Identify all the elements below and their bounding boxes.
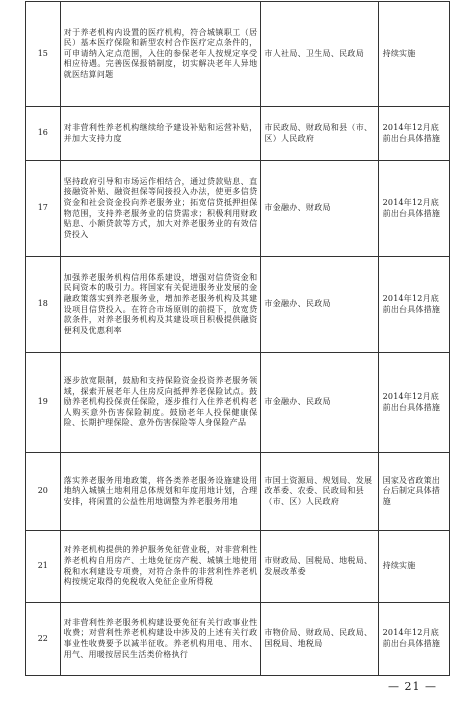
responsible-departments: 市物价局、财政局、民政局、国税局、地税局: [261, 603, 378, 676]
table-row: [26, 161, 450, 257]
row-number: 18: [26, 257, 61, 353]
row-number: 20: [26, 453, 61, 531]
row-number: 16: [26, 107, 61, 161]
implementation-timeline: 2014年12月底前出台具体措施: [378, 257, 449, 353]
row-number: 21: [26, 531, 61, 603]
implementation-timeline: 2014年12月底前出台具体措施: [378, 603, 449, 676]
policy-measure: 对非营利性养老服务机构建设要免征有关行政事业性收费；对营利性养老机构建设中涉及的上述有关行政事业性收费要予以减半征收。养老机构用电、用水、用气、用暖按居民生活类价格执行: [60, 603, 261, 676]
policy-measure: 坚持政府引导和市场运作相结合，通过贷款贴息、直接融资补贴、融资担保等间接投入办法，使更多信贷资金和社会资金投向养老服务业；拓宽信贷抵押担保物范围，支持养老服务业的信贷需求；积极利用财政贴息、小额贷款等方式，加大对养老服务业的有效信贷投入: [60, 161, 261, 257]
row-number: 19: [26, 353, 61, 453]
row-number: 22: [26, 603, 61, 676]
implementation-timeline: 2014年12月底前出台具体措施: [378, 353, 449, 453]
policy-measure: 加强养老服务机构信用体系建设，增强对信贷资金和民间资本的吸引力。将国家有关促进服务业发展的金融政策落实到养老服务业，增加养老服务机构及其建设项目信贷投入。在符合市场原则的前提下，放宽贷款条件，对养老服务机构及其建设项目积极提供融资便利及优惠利率: [60, 257, 261, 353]
table-row: [26, 2, 450, 107]
responsible-departments: 市金融办、财政局: [261, 161, 378, 257]
policy-measure: 逐步放宽限制，鼓励和支持保险资金投资养老服务领域，探索开展老年人住房反向抵押养老保险试点。鼓励养老机构投保责任保险，逐步推行入住养老机构老人购买意外伤害保险制度。鼓励老年人投保健康保险、长期护理保险、意外伤害保险等人身保险产品: [60, 353, 261, 453]
row-number: 17: [26, 161, 61, 257]
implementation-timeline: 持续实施: [378, 531, 449, 603]
table-row: [26, 603, 450, 676]
responsible-departments: 市国土资源局、规划局、发展改革委、农委、民政局和县（市、区）人民政府: [261, 453, 378, 531]
policy-measure: 落实养老服务用地政策，将各类养老服务设施建设用地纳入城镇土地利用总体规划和年度用地计划，合理安排，将闲置的公益性用地调整为养老服务用地: [60, 453, 261, 531]
responsible-departments: 市民政局、财政局和县（市、区）人民政府: [261, 107, 378, 161]
table-row: [26, 107, 450, 161]
responsible-departments: 市金融办、民政局: [261, 353, 378, 453]
implementation-timeline: 2014年12月底前出台具体措施: [378, 107, 449, 161]
table-row: [26, 353, 450, 453]
row-number: 15: [26, 2, 61, 107]
table-row: [26, 453, 450, 531]
implementation-timeline: 国家及省政策出台后制定具体措施: [378, 453, 449, 531]
policy-table: [25, 1, 450, 676]
table-row: [26, 531, 450, 603]
table-row: [26, 257, 450, 353]
implementation-timeline: 2014年12月底前出台具体措施: [378, 161, 449, 257]
policy-measure: 对于养老机构内设置的医疗机构，符合城镇职工（居民）基本医疗保险和新型农村合作医疗定点条件的，可申请纳入定点范围，入住的参保老年人按规定享受相应待遇。完善医保报销制度，切实解决老年人异地就医结算问题: [60, 2, 261, 107]
page-number: — 21 —: [388, 680, 437, 693]
implementation-timeline: 持续实施: [378, 2, 449, 107]
responsible-departments: 市金融办、民政局: [261, 257, 378, 353]
policy-measure: 对非营利性养老机构继续给予建设补贴和运营补贴，并加大支持力度: [60, 107, 261, 161]
policy-measure: 对养老机构提供的养护服务免征营业税，对非营利性养老机构自用房产、土地免征房产税、城镇土地使用税和水利建设专项费，对符合条件的非营利性养老机构按规定取得的免税收入免征企业所得税: [60, 531, 261, 603]
responsible-departments: 市财政局、国税局、地税局、发展改革委: [261, 531, 378, 603]
responsible-departments: 市人社局、卫生局、民政局: [261, 2, 378, 107]
